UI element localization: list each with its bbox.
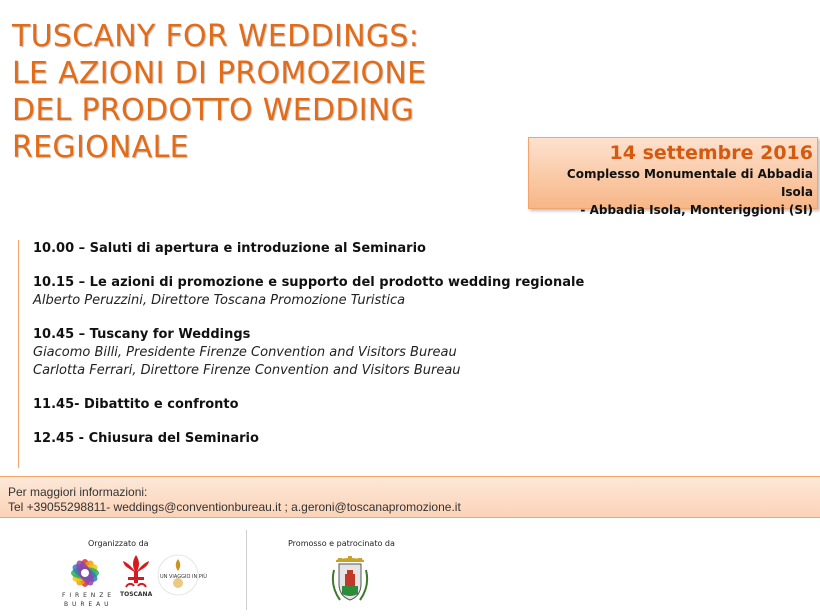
promoted-by-label: Promosso e patrocinato da [288, 539, 395, 548]
event-venue-line1: Complesso Monumentale di Abbadia Isola [566, 167, 813, 199]
agenda-speaker: Giacomo Billi, Presidente Firenze Convention and Visitors Bureau [33, 345, 457, 360]
agenda-item-title: 10.15 – Le azioni di promozione e supporto del prodotto wedding regionale [33, 275, 585, 290]
agenda-item-title: 10.00 – Saluti di apertura e introduzione al Seminario [33, 241, 426, 256]
page-title [12, 18, 432, 166]
agenda-item [33, 240, 618, 258]
title-line: DEL PRODOTTO WEDDING [12, 93, 415, 128]
agenda-item-title: 11.45- Dibattito e confronto [33, 397, 239, 412]
organized-by-label: Organizzato da [88, 539, 149, 548]
agenda-item [33, 326, 618, 380]
agenda-item [33, 274, 618, 310]
title-line: TUSCANY FOR WEDDINGS: [12, 19, 420, 54]
info-contacts[interactable]: Tel +39055298811- weddings@conventionbureau.it ; a.geroni@toscanapromozione.it [8, 500, 461, 514]
info-heading: Per maggiori informazioni: [8, 485, 148, 499]
title-line: LE AZIONI DI PROMOZIONE [12, 56, 427, 91]
event-date: 14 settembre 2016 [609, 142, 813, 164]
logo-caption: TOSCANA [120, 591, 153, 598]
agenda-speaker: Carlotta Ferrari, Direttore Firenze Convention and Visitors Bureau [33, 363, 461, 378]
event-info-box [528, 137, 818, 217]
agenda-item [33, 396, 618, 414]
firenze-bureau-logo [68, 556, 102, 590]
coat-of-arms-logo [330, 556, 370, 606]
logo-caption: UN VIAGGIO IN PIÙ [160, 574, 207, 580]
agenda-speaker: Alberto Peruzzini, Direttore Toscana Promozione Turistica [33, 293, 406, 308]
agenda [18, 240, 618, 468]
agenda-item-title: 12.45 - Chiusura del Seminario [33, 431, 259, 446]
title-line: REGIONALE [12, 130, 189, 165]
info-bar [0, 476, 820, 518]
toscana-lily-logo [120, 553, 152, 589]
logo-caption: F I R E N Z E [62, 592, 113, 599]
agenda-item [33, 430, 618, 448]
footer-divider [246, 530, 247, 610]
event-venue-line2: - Abbadia Isola, Monteriggioni (SI) [580, 203, 813, 217]
logo-caption: B U R E A U [64, 601, 110, 608]
agenda-item-title: 10.45 – Tuscany for Weddings [33, 327, 251, 342]
